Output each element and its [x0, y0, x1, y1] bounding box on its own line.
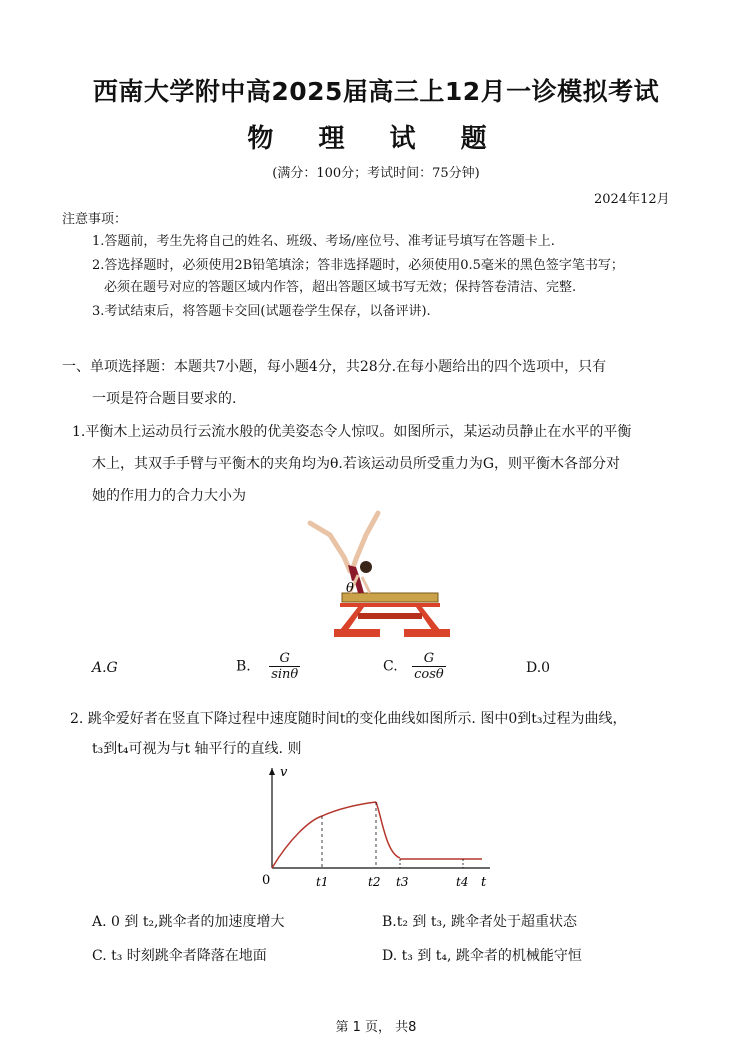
exam-title: 西南大学附中高2025届高三上12月一诊模拟考试: [92, 77, 660, 106]
q1-text: 木上，其双手手臂与平衡木的夹角均为θ.若该运动员所受重力为G，则平衡木各部分对: [92, 456, 621, 472]
q2-option-c[interactable]: C. t₃ 时刻跳伞者降落在地面: [92, 948, 267, 964]
q2-text: t₃到t₄可视为与t 轴平行的直线. 则: [92, 741, 302, 757]
q1-option-a[interactable]: A.G: [92, 660, 118, 676]
section-heading-cont: 一项是符合题目要求的.: [92, 391, 237, 407]
fraction: [269, 651, 300, 682]
notice-item: 1.答题前，考生先将自己的姓名、班级、考场/座位号、准考证号填写在答题卡上.: [92, 234, 555, 249]
curve-accelerating: [272, 802, 376, 868]
fraction-numerator: G: [412, 651, 446, 667]
subject-title: 物 理 试 题: [247, 124, 505, 154]
q1-option-c[interactable]: [383, 651, 446, 682]
q1-option-b[interactable]: [236, 651, 300, 682]
x-axis-label: t: [481, 875, 487, 890]
q1-option-d[interactable]: D.0: [526, 660, 551, 676]
notice-heading: 注意事项：: [62, 212, 128, 227]
balance-beam-figure: [300, 505, 450, 645]
tick-label: t2: [368, 875, 381, 889]
option-c-prefix: C.: [383, 658, 398, 675]
notice-item: 必须在题号对应的答题区域内作答，超出答题区域书写无效；保持答卷清洁、完整.: [104, 280, 577, 295]
gymnast-icon: [310, 513, 378, 593]
score-time: (满分：100分；考试时间：75分钟): [272, 166, 480, 181]
section-heading: 一、单项选择题：本题共7小题，每小题4分，共28分.在每小题给出的四个选项中，只有: [62, 359, 607, 375]
fraction: [412, 651, 446, 682]
q2-text: 2. 跳伞爱好者在竖直下降过程中速度随时间t的变化曲线如图所示. 图中0到t₃过程为曲线，: [70, 711, 627, 727]
option-b-prefix: B.: [236, 658, 251, 675]
q2-option-a[interactable]: A. 0 到 t₂,跳伞者的加速度增大: [92, 914, 285, 930]
q1-text: 她的作用力的合力大小为: [92, 488, 246, 504]
tick-label: t3: [396, 875, 409, 889]
fraction-numerator: G: [269, 651, 300, 667]
notice-item: 3.考试结束后，将答题卡交回(试题卷学生保存，以备评讲).: [92, 304, 431, 319]
notice-item: 2.答选择题时，必须使用2B铅笔填涂；答非选择题时，必须使用0.5毫米的黑色签字笔书写；: [92, 258, 624, 273]
page-number: 第 1 页， 共8: [335, 1020, 417, 1035]
fraction-denominator: cosθ: [414, 667, 444, 682]
tick-label: t1: [316, 875, 329, 889]
velocity-time-chart: [250, 758, 500, 898]
y-axis-arrow: [269, 768, 275, 775]
q2-option-b[interactable]: B.t₂ 到 t₃, 跳伞者处于超重状态: [382, 914, 578, 930]
origin-label: 0: [262, 873, 271, 888]
fraction-denominator: sinθ: [271, 667, 299, 682]
q1-text: 1.平衡木上运动员行云流水般的优美姿态令人惊叹。如图所示，某运动员静止在水平的平衡: [72, 424, 632, 440]
balance-beam-icon: [334, 593, 450, 637]
theta-label: θ: [346, 581, 354, 596]
q2-option-d[interactable]: D. t₃ 到 t₄, 跳伞者的机械能守恒: [382, 948, 582, 964]
curve-decelerating: [376, 802, 400, 858]
exam-date: 2024年12月: [594, 192, 670, 207]
tick-label: t4: [456, 875, 469, 889]
y-axis-label: v: [280, 765, 288, 780]
